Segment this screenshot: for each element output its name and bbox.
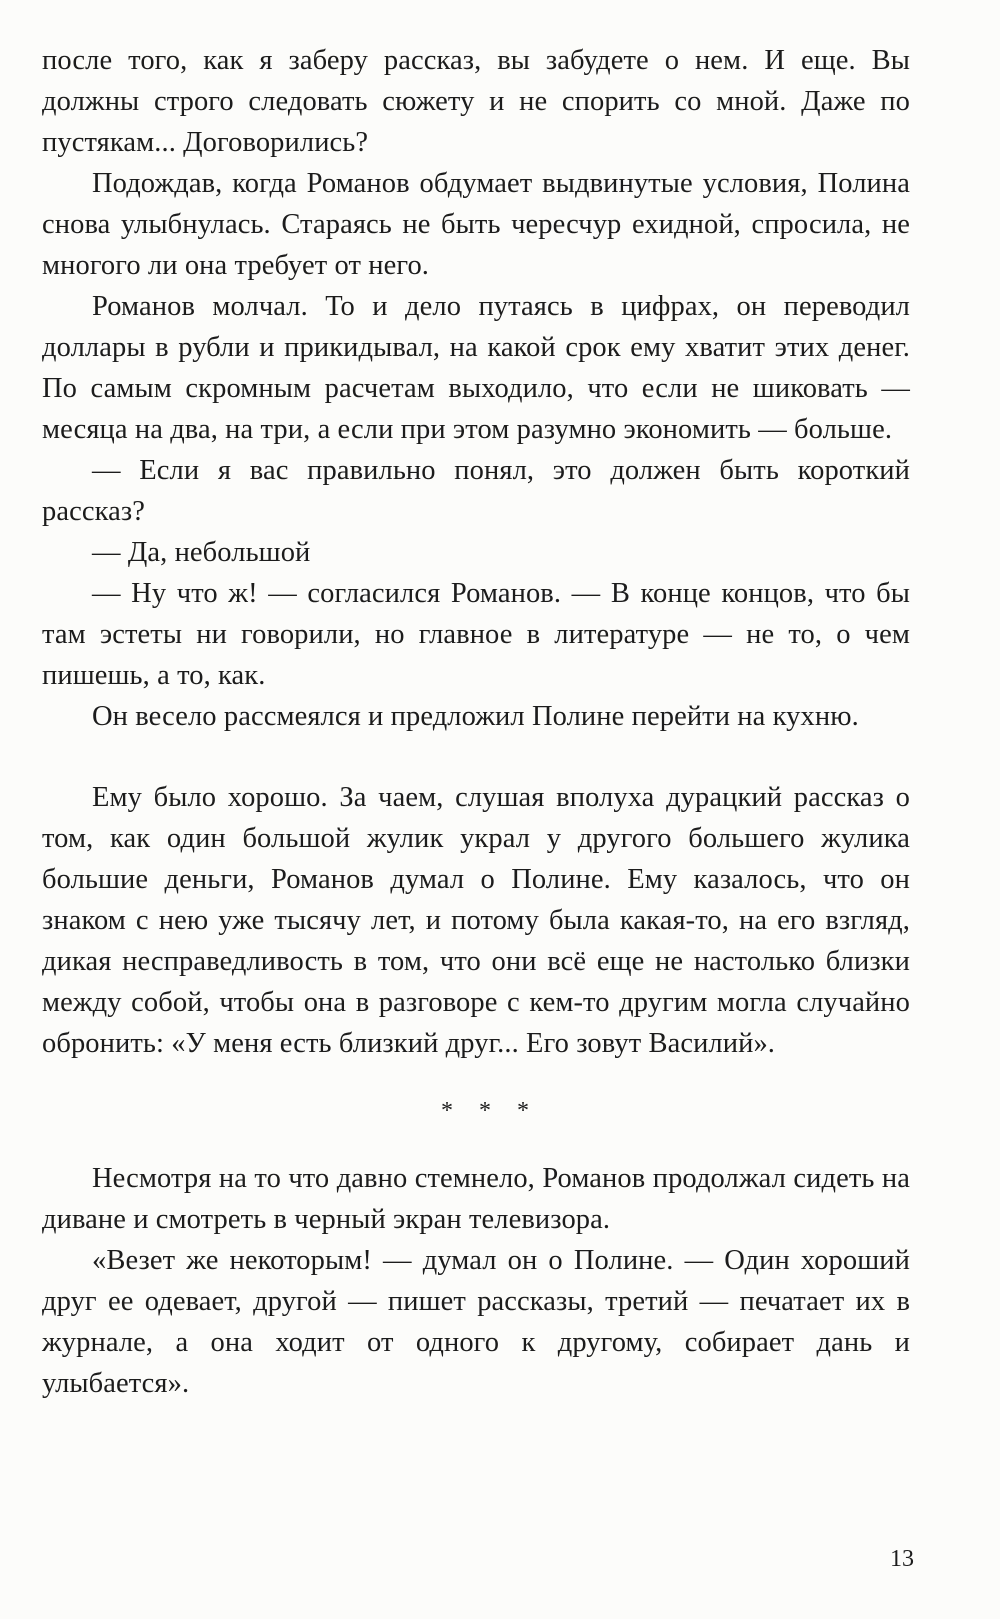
scene-divider: * * * <box>441 1098 539 1124</box>
paragraph: Он весело рассмеялся и предложил Полине перейти на кухню. <box>92 701 859 732</box>
paragraph: «Везет же некоторым! — думал он о Полине. — Один хороший друг ее одевает, другой — пишет рассказы, третий — печатает их в журнале, а она ходит от одного к другому, собирает дань и улыбается». <box>42 1245 910 1399</box>
paragraph: Несмотря на то что давно стемнело, Романов продолжал сидеть на диване и смотреть в черный экран телевизора. <box>42 1163 910 1235</box>
paragraph: Подождав, когда Романов обдумает выдвинутые условия, Полина снова улыбнулась. Стараясь не быть чересчур ехидной, спросила, не многого ли она требует от него. <box>42 168 910 281</box>
dialogue-line: — Ну что ж! — согласился Романов. — В конце концов, что бы там эстеты ни говорили, но главное в литературе — не то, о чем пишешь, а то, как. <box>42 578 910 691</box>
dialogue-line: — Если я вас правильно понял, это должен быть короткий рассказ? <box>42 455 910 527</box>
paragraph: Романов молчал. То и дело путаясь в цифрах, он переводил доллары в рубли и прикидывал, на какой срок ему хватит этих денег. По самым скромным расчетам выходило, что если не шиковать — месяца на два, на три, а если при этом разумно экономить — больше. <box>42 291 910 445</box>
book-page <box>42 40 910 1404</box>
section-gap <box>42 737 910 777</box>
paragraph-continuation: после того, как я заберу рассказ, вы забудете о нем. И еще. Вы должны строго следовать сюжету и не спорить со мной. Даже по пустякам... Договорились? <box>42 45 910 158</box>
paragraph: Ему было хорошо. За чаем, слушая вполуха дурацкий рассказ о том, как один большой жулик украл у другого большего жулика большие деньги, Романов думал о Полине. Ему казалось, что он знаком с нею уже тысячу лет, и потому была какая-то, на его взгляд, дикая несправедливость в том, что они всё еще не настолько близки между собой, чтобы она в разговоре с кем-то другим могла случайно обронить: «У меня есть близкий друг... Его зовут Василий». <box>42 782 910 1059</box>
dialogue-line: — Да, небольшой <box>92 537 311 568</box>
page-number: 13 <box>890 1546 914 1572</box>
